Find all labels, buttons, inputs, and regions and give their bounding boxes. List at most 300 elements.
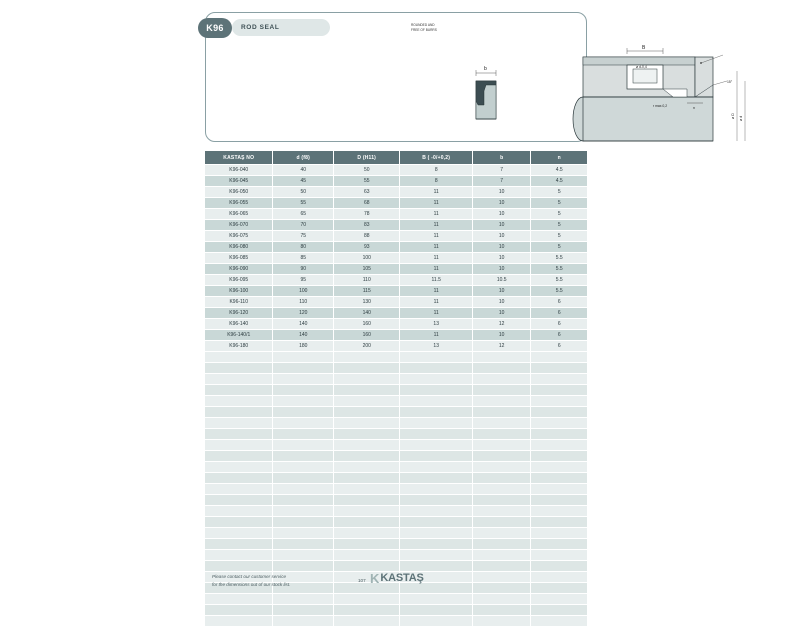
table-cell-empty [334, 473, 399, 483]
table-cell-empty [531, 561, 587, 571]
table-row[interactable] [205, 209, 587, 219]
table-row-empty [205, 561, 587, 571]
table-cell: 110 [334, 275, 399, 285]
table-cell-empty [273, 616, 333, 626]
table-row-empty [205, 352, 587, 362]
table-cell-empty [273, 352, 333, 362]
table-cell-empty [400, 561, 471, 571]
table-cell: K96-140 [205, 319, 272, 329]
table-cell-empty [473, 418, 531, 428]
table-cell-empty [400, 495, 471, 505]
table-cell: 6 [531, 297, 587, 307]
column-header: b [473, 151, 531, 164]
table-cell-empty [473, 528, 531, 538]
table-cell: 11 [400, 242, 471, 252]
table-cell-empty [273, 605, 333, 615]
table-row-empty [205, 506, 587, 516]
table-row[interactable] [205, 242, 587, 252]
table-cell-empty [205, 605, 272, 615]
table-cell: K96-075 [205, 231, 272, 241]
table-cell: 4.5 [531, 176, 587, 186]
table-cell-empty [473, 462, 531, 472]
table-cell-empty [205, 495, 272, 505]
svg-text:r max.0,2: r max.0,2 [653, 104, 668, 108]
table-row-empty [205, 396, 587, 406]
table-cell: 160 [334, 330, 399, 340]
table-cell-empty [334, 616, 399, 626]
table-cell: 68 [334, 198, 399, 208]
table-row[interactable] [205, 187, 587, 197]
table-cell-empty [473, 517, 531, 527]
table-row-empty [205, 605, 587, 615]
table-cell-empty [205, 550, 272, 560]
table-cell-empty [400, 396, 471, 406]
table-cell-empty [473, 572, 531, 582]
table-cell: 65 [273, 209, 333, 219]
column-header: KASTAŞ NO [205, 151, 272, 164]
table-cell-empty [334, 495, 399, 505]
table-cell-empty [334, 429, 399, 439]
table-cell-empty [531, 396, 587, 406]
table-cell-empty [531, 616, 587, 626]
table-cell: 120 [273, 308, 333, 318]
table-cell-empty [400, 374, 471, 384]
table-cell: 10 [473, 209, 531, 219]
table-row[interactable] [205, 330, 587, 340]
table-cell-empty [205, 363, 272, 373]
table-cell: 83 [334, 220, 399, 230]
table-cell-empty [473, 352, 531, 362]
table-cell-empty [473, 495, 531, 505]
table-cell: 11 [400, 253, 471, 263]
table-row[interactable] [205, 231, 587, 241]
table-cell: 11 [400, 220, 471, 230]
column-header: D (H11) [334, 151, 399, 164]
table-cell: 11 [400, 286, 471, 296]
table-cell-empty [400, 352, 471, 362]
table-cell: 10 [473, 297, 531, 307]
table-cell-empty [205, 418, 272, 428]
table-cell: 11 [400, 330, 471, 340]
table-cell-empty [205, 429, 272, 439]
note-line-2: FREE OF BURRS [411, 28, 437, 32]
table-cell-empty [473, 374, 531, 384]
table-cell-empty [400, 363, 471, 373]
table-cell: 6 [531, 308, 587, 318]
table-cell-empty [205, 506, 272, 516]
table-cell-empty [531, 517, 587, 527]
table-cell-empty [273, 594, 333, 604]
table-row-empty [205, 484, 587, 494]
table-cell-empty [334, 605, 399, 615]
table-cell-empty [400, 484, 471, 494]
table-cell-empty [273, 396, 333, 406]
table-cell: 100 [273, 286, 333, 296]
table-cell-empty [400, 429, 471, 439]
table-cell: 5 [531, 231, 587, 241]
table-cell: 10 [473, 253, 531, 263]
table-cell-empty [473, 363, 531, 373]
table-cell-empty [273, 473, 333, 483]
table-cell-empty [531, 429, 587, 439]
brand-logo [370, 572, 424, 585]
table-cell: 78 [334, 209, 399, 219]
table-cell: 5 [531, 187, 587, 197]
table-cell: K96-180 [205, 341, 272, 351]
table-cell-empty [531, 385, 587, 395]
table-cell: K96-100 [205, 286, 272, 296]
table-cell-empty [273, 462, 333, 472]
table-cell-empty [400, 418, 471, 428]
table-cell-empty [400, 407, 471, 417]
table-cell: 160 [334, 319, 399, 329]
brand-mark: K [370, 571, 379, 586]
table-cell-empty [273, 385, 333, 395]
table-cell-empty [473, 473, 531, 483]
table-cell-empty [400, 385, 471, 395]
table-cell-empty [205, 528, 272, 538]
table-cell: 8 [400, 165, 471, 175]
table-cell: 88 [334, 231, 399, 241]
table-cell-empty [205, 561, 272, 571]
seal-profile-drawing [456, 61, 528, 131]
table-cell: K96-070 [205, 220, 272, 230]
table-cell-empty [205, 594, 272, 604]
table-row[interactable] [205, 297, 587, 307]
table-cell-empty [400, 594, 471, 604]
table-cell-empty [531, 495, 587, 505]
table-cell-empty [473, 440, 531, 450]
note-line-1: ROUNDED AND [411, 23, 435, 27]
table-cell: 5.5 [531, 253, 587, 263]
table-cell: K96-040 [205, 165, 272, 175]
table-cell: 4.5 [531, 165, 587, 175]
table-cell-empty [334, 517, 399, 527]
table-cell-empty [473, 616, 531, 626]
table-cell: 140 [334, 308, 399, 318]
svg-text:ø d: ø d [739, 115, 743, 121]
table-cell-empty [334, 484, 399, 494]
table-row-empty [205, 462, 587, 472]
table-cell-empty [473, 594, 531, 604]
table-cell-empty [273, 440, 333, 450]
page-number: 107 [358, 578, 366, 583]
table-cell-empty [334, 462, 399, 472]
table-cell-empty [531, 473, 587, 483]
table-cell: 5 [531, 209, 587, 219]
table-row-empty [205, 594, 587, 604]
table-cell: 6 [531, 341, 587, 351]
table-cell-empty [334, 440, 399, 450]
table-row[interactable] [205, 308, 587, 318]
table-cell-empty [531, 418, 587, 428]
table-cell-empty [400, 605, 471, 615]
table-cell-empty [473, 451, 531, 461]
table-cell: 7 [473, 176, 531, 186]
table-cell: 12 [473, 341, 531, 351]
table-cell-empty [334, 506, 399, 516]
table-cell: 5 [531, 198, 587, 208]
table-cell-empty [400, 462, 471, 472]
table-cell-empty [531, 572, 587, 582]
table-cell-empty [473, 429, 531, 439]
table-cell: 10 [473, 198, 531, 208]
table-cell: 10 [473, 242, 531, 252]
table-cell-empty [400, 440, 471, 450]
table-cell-empty [205, 539, 272, 549]
table-cell-empty [205, 440, 272, 450]
svg-text:ø D: ø D [731, 113, 735, 119]
table-cell: 10 [473, 264, 531, 274]
table-cell-empty [334, 539, 399, 549]
table-row[interactable] [205, 165, 587, 175]
table-row-empty [205, 550, 587, 560]
table-cell: 13 [400, 319, 471, 329]
table-row-empty [205, 539, 587, 549]
table-cell-empty [334, 407, 399, 417]
table-row-empty [205, 429, 587, 439]
table-cell-empty [334, 528, 399, 538]
table-cell-empty [531, 594, 587, 604]
table-cell: K96-090 [205, 264, 272, 274]
table-cell: 140 [273, 319, 333, 329]
table-cell-empty [400, 616, 471, 626]
table-cell: 80 [273, 242, 333, 252]
table-row-empty [205, 616, 587, 626]
table-row-empty [205, 363, 587, 373]
table-cell: 95 [273, 275, 333, 285]
table-cell-empty [400, 473, 471, 483]
table-cell-empty [205, 407, 272, 417]
brand-name: KASTAŞ [380, 572, 424, 584]
svg-text:n: n [693, 106, 695, 110]
table-cell-empty [205, 473, 272, 483]
table-cell: 13 [400, 341, 471, 351]
table-cell-empty [334, 594, 399, 604]
table-cell-empty [334, 374, 399, 384]
table-cell-empty [273, 528, 333, 538]
svg-text:ø d-0,4: ø d-0,4 [636, 65, 647, 69]
table-cell: 8 [400, 176, 471, 186]
table-cell: 11.5 [400, 275, 471, 285]
table-cell-empty [273, 561, 333, 571]
table-cell-empty [531, 374, 587, 384]
table-row-empty [205, 418, 587, 428]
table-cell-empty [273, 363, 333, 373]
table-cell-empty [400, 451, 471, 461]
table-cell: 10 [473, 231, 531, 241]
table-cell-empty [531, 605, 587, 615]
table-cell: 12 [473, 319, 531, 329]
table-cell: 85 [273, 253, 333, 263]
table-cell-empty [531, 352, 587, 362]
table-row[interactable] [205, 286, 587, 296]
table-row[interactable] [205, 176, 587, 186]
table-cell-empty [205, 352, 272, 362]
table-row[interactable] [205, 275, 587, 285]
table-cell: K96-085 [205, 253, 272, 263]
table-cell-empty [473, 484, 531, 494]
table-cell-empty [531, 440, 587, 450]
table-cell-empty [334, 396, 399, 406]
table-cell: 110 [273, 297, 333, 307]
table-cell-empty [531, 583, 587, 593]
table-cell: 70 [273, 220, 333, 230]
table-cell-empty [334, 352, 399, 362]
table-cell: 10 [473, 220, 531, 230]
table-row[interactable] [205, 253, 587, 263]
product-code-badge: K96 [198, 18, 232, 38]
table-cell: K96-120 [205, 308, 272, 318]
table-cell-empty [400, 506, 471, 516]
table-cell: K96-080 [205, 242, 272, 252]
table-cell-empty [334, 385, 399, 395]
table-cell-empty [334, 550, 399, 560]
table-cell-empty [205, 484, 272, 494]
table-cell: 11 [400, 264, 471, 274]
dimensions-table [205, 151, 587, 627]
assembly-drawing [541, 41, 781, 151]
table-cell: 7 [473, 165, 531, 175]
table-row-empty [205, 374, 587, 384]
footer-note-line-1: Please contact our customer service [212, 574, 287, 579]
table-row[interactable] [205, 341, 587, 351]
table-cell-empty [473, 396, 531, 406]
table-cell-empty [205, 396, 272, 406]
table-cell-empty [273, 539, 333, 549]
table-row-empty [205, 473, 587, 483]
table-row-empty [205, 517, 587, 527]
table-cell-empty [205, 462, 272, 472]
table-cell-empty [473, 407, 531, 417]
table-cell: 105 [334, 264, 399, 274]
table-cell: 115 [334, 286, 399, 296]
column-header: d (f8) [273, 151, 333, 164]
table-cell-empty [273, 506, 333, 516]
table-cell-empty [205, 517, 272, 527]
table-cell-empty [273, 550, 333, 560]
table-cell: 55 [273, 198, 333, 208]
table-cell-empty [531, 528, 587, 538]
table-cell-empty [473, 605, 531, 615]
table-cell-empty [400, 528, 471, 538]
table-row-empty [205, 440, 587, 450]
table-cell: 90 [273, 264, 333, 274]
table-cell-empty [400, 539, 471, 549]
table-row-empty [205, 451, 587, 461]
table-cell: 75 [273, 231, 333, 241]
column-header: B ( -0/+0,2) [400, 151, 471, 164]
table-cell: 11 [400, 297, 471, 307]
table-cell: 5.5 [531, 264, 587, 274]
table-cell: 45 [273, 176, 333, 186]
table-cell-empty [273, 418, 333, 428]
table-cell-empty [473, 583, 531, 593]
table-row[interactable] [205, 264, 587, 274]
table-cell: 10 [473, 308, 531, 318]
svg-text:B: B [642, 45, 646, 51]
table-row-empty [205, 495, 587, 505]
table-cell-empty [273, 517, 333, 527]
table-cell: K96-140/1 [205, 330, 272, 340]
table-cell: 130 [334, 297, 399, 307]
table-cell-empty [205, 451, 272, 461]
table-cell: 50 [273, 187, 333, 197]
table-cell: 93 [334, 242, 399, 252]
table-cell-empty [273, 451, 333, 461]
table-row[interactable] [205, 220, 587, 230]
table-cell: 5 [531, 220, 587, 230]
table-cell: K96-045 [205, 176, 272, 186]
table-cell: K96-095 [205, 275, 272, 285]
table-row[interactable] [205, 319, 587, 329]
table-cell-empty [531, 484, 587, 494]
table-cell-empty [334, 561, 399, 571]
table-cell-empty [400, 517, 471, 527]
table-cell: 6 [531, 319, 587, 329]
table-header-row [205, 151, 587, 164]
table-cell: 11 [400, 308, 471, 318]
table-cell-empty [531, 451, 587, 461]
table-cell: 11 [400, 198, 471, 208]
table-cell: 10 [473, 330, 531, 340]
table-cell-empty [273, 429, 333, 439]
table-cell-empty [205, 616, 272, 626]
column-header: n [531, 151, 587, 164]
table-cell: K96-050 [205, 187, 272, 197]
table-cell-empty [400, 550, 471, 560]
table-cell: K96-065 [205, 209, 272, 219]
table-cell-empty [531, 550, 587, 560]
table-cell-empty [473, 506, 531, 516]
table-cell-empty [531, 462, 587, 472]
table-cell: 10 [473, 286, 531, 296]
svg-text:15°: 15° [727, 80, 733, 84]
table-cell: 5.5 [531, 275, 587, 285]
table-cell-empty [273, 495, 333, 505]
table-row-empty [205, 528, 587, 538]
table-cell-empty [273, 374, 333, 384]
table-cell: 11 [400, 231, 471, 241]
table-cell: 100 [334, 253, 399, 263]
table-cell: 11 [400, 187, 471, 197]
page-title: ROD SEAL [232, 19, 330, 36]
table-cell-empty [473, 561, 531, 571]
table-cell-empty [473, 385, 531, 395]
table-cell-empty [334, 418, 399, 428]
table-cell-empty [273, 407, 333, 417]
table-cell-empty [205, 374, 272, 384]
footer-note-line-2: for the dimensions out of our stock list. [212, 581, 291, 587]
table-cell-empty [531, 506, 587, 516]
table-cell: 40 [273, 165, 333, 175]
table-cell-empty [334, 451, 399, 461]
table-cell: K96-110 [205, 297, 272, 307]
table-cell: 6 [531, 330, 587, 340]
table-row[interactable] [205, 198, 587, 208]
svg-text:b: b [484, 66, 487, 72]
table-cell-empty [531, 539, 587, 549]
table-cell-empty [531, 407, 587, 417]
table-row-empty [205, 407, 587, 417]
table-cell: 63 [334, 187, 399, 197]
table-cell: 200 [334, 341, 399, 351]
table-cell: 10 [473, 187, 531, 197]
table-cell-empty [273, 484, 333, 494]
table-cell: K96-055 [205, 198, 272, 208]
table-cell: 55 [334, 176, 399, 186]
table-cell: 50 [334, 165, 399, 175]
